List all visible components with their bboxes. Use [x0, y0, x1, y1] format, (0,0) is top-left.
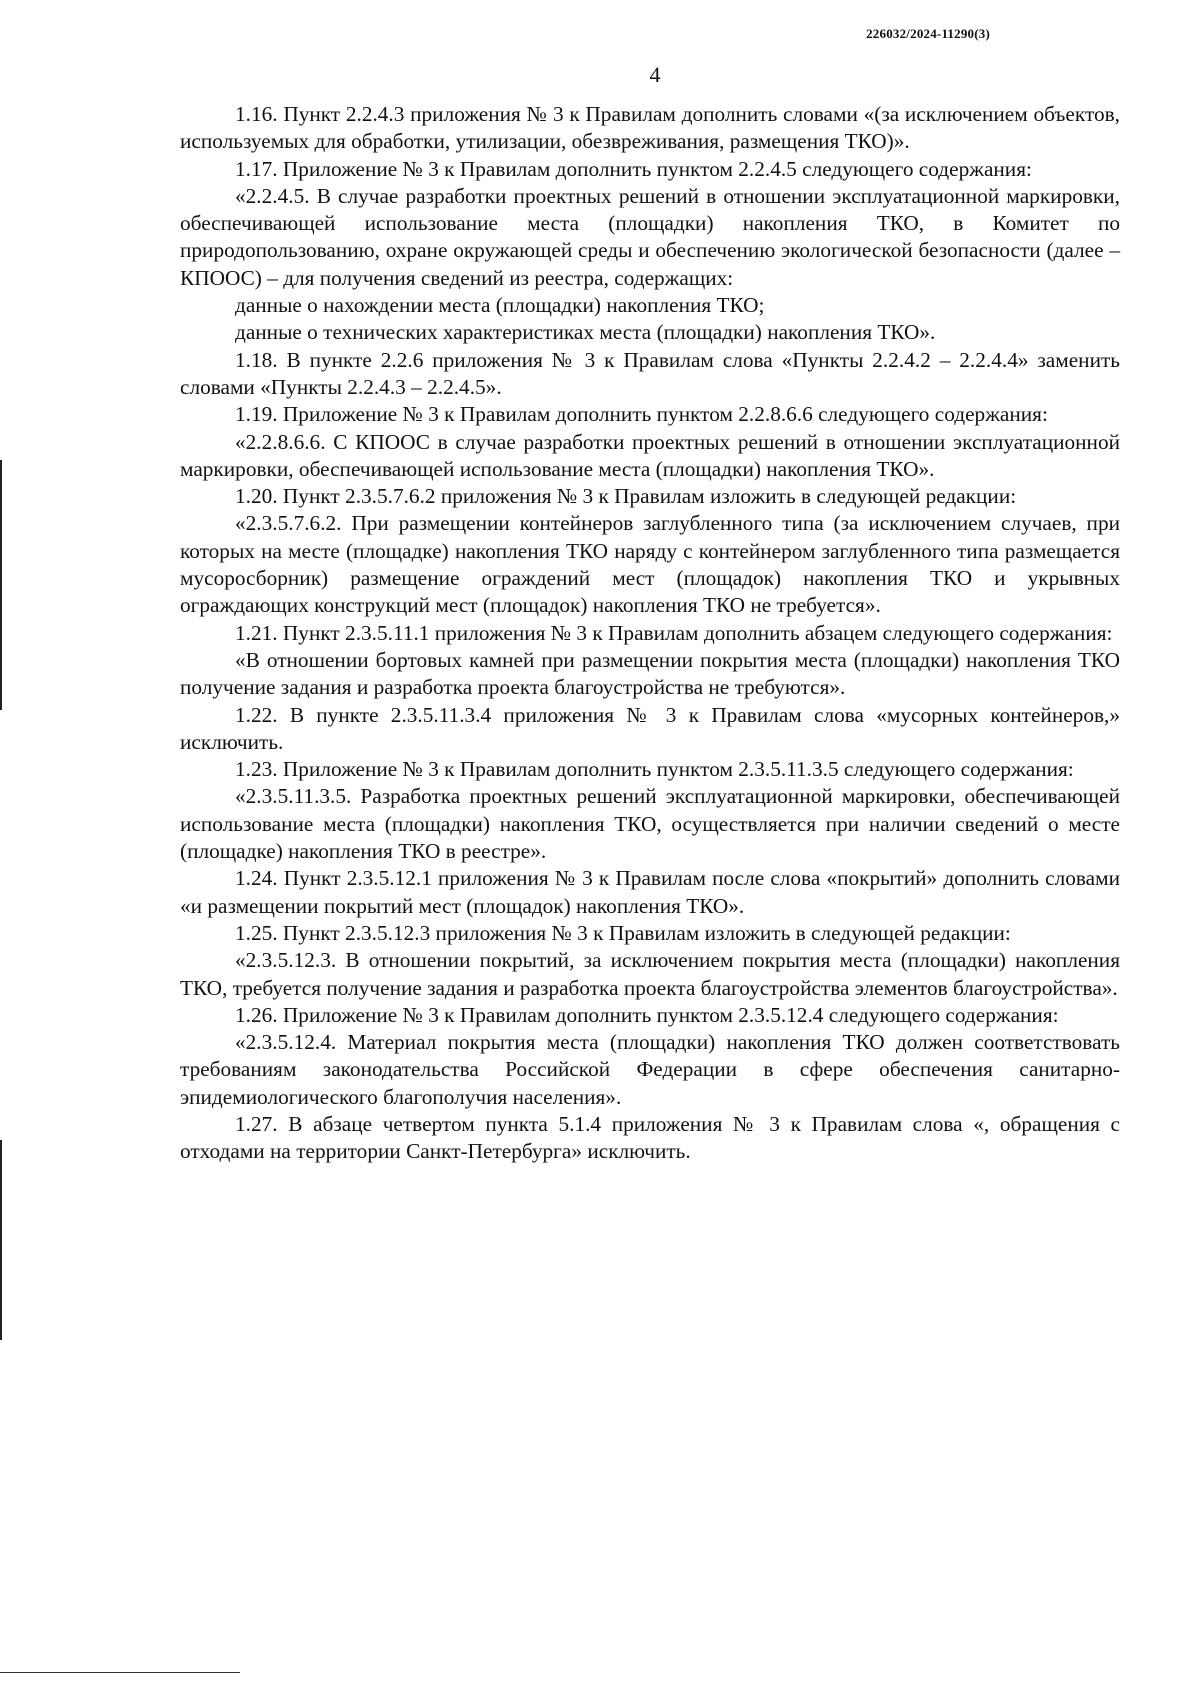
- paragraph-1-16: 1.16. Пункт 2.2.4.3 приложения № 3 к Правилам дополнить словами «(за исключением объектов, используемых для обработки, утилизации, обезвреживания, размещения ТКО)».: [180, 102, 1120, 154]
- paragraph-1-26: 1.26. Приложение № 3 к Правилам дополнить пунктом 2.3.5.12.4 следующего содержания:: [235, 1002, 1059, 1027]
- paragraph-1-17: 1.17. Приложение № 3 к Правилам дополнить пунктом 2.2.4.5 следующего содержания:: [235, 156, 1032, 181]
- quote-2-2-4-5: «2.2.4.5. В случае разработки проектных решений в отношении эксплуатационной маркировки, обеспечивающей использование места (площадки) накопления ТКО, в Комитет по природопользованию, охране окружающей среды и обеспечению экологической безопасности (далее – КПООС) – для получения сведений из реестра, содержащих:: [180, 183, 1120, 290]
- paragraph-1-27: 1.27. В абзаце четвертом пункта 5.1.4 приложения № 3 к Правилам слова «, обращения с отходами на территории Санкт-Петербурга» исключить.: [180, 1111, 1120, 1164]
- document-registration-number: 226032/2024-11290(3): [866, 26, 990, 41]
- quote-list-item: данные о нахождении места (площадки) накопления ТКО;: [235, 293, 765, 318]
- scan-edge-mark: [0, 1140, 2, 1340]
- quote-curb-stones: «В отношении бортовых камней при размещении покрытия места (площадки) накопления ТКО получение задания и разработка проекта благоустройства не требуются».: [180, 647, 1120, 700]
- paragraph-1-22: 1.22. В пункте 2.3.5.11.3.4 приложения № 3 к Правилам слова «мусорных контейнеров,» исключить.: [180, 702, 1120, 754]
- paragraph-1-23: 1.23. Приложение № 3 к Правилам дополнить пунктом 2.3.5.11.3.5 следующего содержания:: [235, 757, 1074, 782]
- quote-2-3-5-11-3-5: «2.3.5.11.3.5. Разработка проектных решений эксплуатационной маркировки, обеспечивающей использование места (площадки) накопления ТКО, осуществляется при наличии сведений о месте (площадке) накопления ТКО в реестре».: [180, 784, 1120, 864]
- paragraph-1-18: 1.18. В пункте 2.2.6 приложения № 3 к Правилам слова «Пункты 2.2.4.2 – 2.2.4.4» заменить словами «Пункты 2.2.4.3 – 2.2.4.5».: [180, 347, 1120, 399]
- scan-edge-mark: [0, 460, 2, 710]
- scan-bottom-line: [0, 1672, 240, 1673]
- paragraph-1-24: 1.24. Пункт 2.3.5.12.1 приложения № 3 к Правилам после слова «покрытий» дополнить словами «и размещении покрытий мест (площадок) накопления ТКО».: [180, 866, 1120, 918]
- paragraph-1-25: 1.25. Пункт 2.3.5.12.3 приложения № 3 к Правилам изложить в следующей редакции:: [235, 920, 1011, 945]
- document-body: [180, 101, 1120, 1166]
- quote-2-2-8-6-6: «2.2.8.6.6. С КПООС в случае разработки проектных решений в отношении эксплуатационной маркировки, обеспечивающей использование места (площадки) накопления ТКО».: [180, 429, 1120, 481]
- page-number: 4: [649, 62, 661, 87]
- paragraph-1-21: 1.21. Пункт 2.3.5.11.1 приложения № 3 к Правилам дополнить абзацем следующего содержания:: [235, 620, 1113, 645]
- paragraph-1-19: 1.19. Приложение № 3 к Правилам дополнить пунктом 2.2.8.6.6 следующего содержания:: [235, 402, 1048, 427]
- paragraph-1-20: 1.20. Пункт 2.3.5.7.6.2 приложения № 3 к Правилам изложить в следующей редакции:: [235, 484, 1017, 509]
- quote-list-item: данные о технических характеристиках места (площадки) накопления ТКО».: [235, 320, 936, 345]
- quote-2-3-5-7-6-2: «2.3.5.7.6.2. При размещении контейнеров заглубленного типа (за исключением случаев, при которых на месте (площадке) накопления ТКО наряду с контейнером заглубленного типа размещается мусоросборник) размещение ограждений мест (площадок) накопления ТКО и укрывных ограждающих конструкций мест (площадок) накопления ТКО не требуется».: [180, 511, 1120, 618]
- quote-2-3-5-12-3: «2.3.5.12.3. В отношении покрытий, за исключением покрытия места (площадки) накопления ТКО, требуется получение задания и разработка проекта благоустройства элементов благоустройства».: [180, 948, 1120, 1000]
- quote-2-3-5-12-4: «2.3.5.12.4. Материал покрытия места (площадки) накопления ТКО должен соответствовать требованиям законодательства Российской Федерации в сфере обеспечения санитарно-эпидемиологического благополучия населения».: [180, 1030, 1120, 1109]
